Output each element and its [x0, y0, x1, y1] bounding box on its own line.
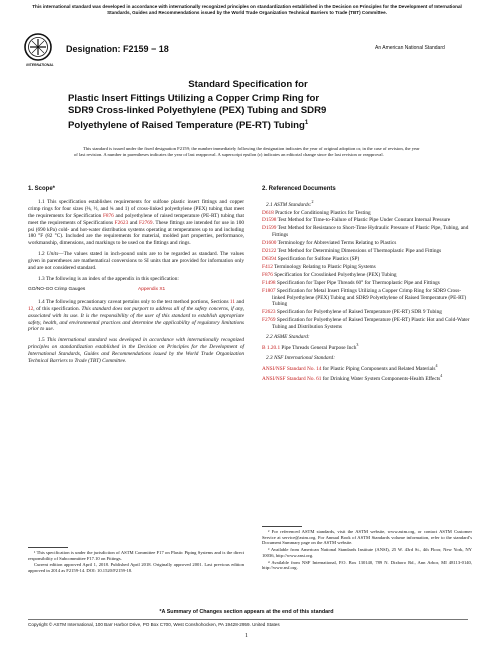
reference-item: [262, 317, 472, 331]
appendix-index-row: [28, 287, 244, 294]
section-link-12[interactable]: 12: [28, 305, 34, 312]
footnote-1b: Current edition approved April 1, 2018. Published April 2018. Originally approved 2001. Last previous edition approved in 2014 as F2159-14. DOI: 10.1520/F2159-18.: [28, 562, 244, 574]
reference-title: Test Method for Time-to-Failure of Plastic Pipe Under Constant Internal Pressure: [276, 217, 451, 224]
document-title: [68, 79, 428, 132]
reference-item: [262, 272, 472, 279]
reference-code-link[interactable]: F2769: [262, 317, 276, 324]
reference-item: [262, 210, 472, 217]
footnote-4: ⁴ Available from NSF International, P.O. Box 130140, 789 N. Dixboro Rd., Ann Arbor, MI 48113-0140, http://www.nsf.org.: [262, 559, 472, 571]
scope-p2-num: 1.2: [38, 251, 47, 258]
scope-p4-text-c: , of this specification.: [33, 305, 82, 312]
scope-p1-text-b: and polyethylene of raised temperature (PE-RT) tubing that meet the requirements of Specifications: [28, 212, 244, 226]
title-line-4: [68, 117, 428, 132]
reference-title: Specification for Taper Pipe Threads 60° for Thermoplastic Pipe and Fittings: [275, 279, 440, 286]
logo-text: INTERNATIONAL: [26, 63, 54, 67]
reference-title: Specification for Metal Insert Fittings Utilizing a Copper Crimp Ring for SDR9 Cross-linked Polyethylene (PEX) Tubing and SDR9 Polyethylene of Raised Temperature (PE-RT) Tubing: [272, 287, 467, 308]
reference-title: Specification for Sulfone Plastics (SP): [276, 256, 360, 263]
scope-p1-text-d: . These fittings are intended for use in 100 psi (690 kPa) cold- and hot-water distribution systems operating at temperatures up to and including 180 °F (82 °C). Included are the requirements for material, molded part properties, performance, workmanship, dimensions, and markings to be used on the fittings and rings.: [28, 219, 244, 247]
scope-p4-text-a: 1.4 The following precautionary caveat pertains only to the test method portions, Sections: [38, 298, 230, 305]
page-number: 1: [245, 633, 248, 639]
appendix-label: GO/NO-GO Crimp Gauges: [28, 286, 86, 292]
national-standard-label: An American National Standard: [375, 45, 445, 51]
scope-para-1: [28, 199, 244, 247]
asme-reference-list: [262, 342, 472, 352]
reference-code-link[interactable]: F412: [262, 263, 273, 270]
scope-p1-text-a: 1.1 This specification establishes requirements for sulfone plastic insert fittings and copper crimp rings for four sizes (⅜, ½, and ¾ and 1) of cross-linked polyethylene (PEX) tubing that meet the requirements for Specification: [28, 198, 244, 219]
reference-title: Practice for Conditioning Plastics for Testing: [273, 209, 371, 216]
right-column: [262, 186, 472, 384]
summary-of-changes-note: *A Summary of Changes section appears at the end of this standard: [159, 609, 334, 615]
reference-code-link[interactable]: D1600: [262, 240, 277, 247]
title-line-4-text: Polyethylene of Raised Temperature (PE-RT) Tubing: [68, 120, 305, 132]
reference-code-link[interactable]: D1599: [262, 225, 277, 232]
footer-divider: [28, 619, 468, 620]
scope-para-3: 1.3 The following is an index of the appendix in this specification:: [38, 275, 179, 282]
reference-code-link[interactable]: F876: [262, 271, 273, 278]
reference-code-link[interactable]: ANSI/NSF Standard No. 61: [262, 376, 322, 382]
reference-title: Test Method for Resistance to Short-Time Hydraulic Pressure of Plastic Pipe, Tubing, and Fittings: [272, 225, 469, 239]
astm-logo: [20, 32, 60, 70]
issued-note-text: This standard is issued under the fixed designation F2159; the number immediately following the designation indicates the year of original adoption or, in the case of revision, the year of last revision. A number in parentheses indicates the year of last reapproval. A superscript epsilon (ε) indicates an editorial change since the last revision or reapproval.: [74, 146, 420, 158]
ref-link-f2623[interactable]: F2623: [114, 219, 129, 226]
reference-footnote-mark: 3: [356, 341, 359, 347]
reference-code-link[interactable]: D6394: [262, 256, 277, 263]
title-footnote-mark: 1: [304, 120, 309, 126]
copyright-line: Copyright © ASTM International, 100 Barr Harbor Drive, PO Box C700, West Conshohocken, PA 19428-2959. United States: [28, 622, 280, 627]
astm-standards-subheading: [266, 199, 472, 209]
footnote-divider-left: [28, 547, 68, 548]
reference-code-link[interactable]: F2623: [262, 309, 276, 316]
reference-code-link[interactable]: F1498: [262, 279, 276, 286]
reference-item: [262, 256, 472, 263]
scope-p5-italic: This international standard was developed in accordance with internationally recognized principles on standardization established in the Decision on Principles for the Development of International Standards, Guides and Recommendations issued by the World Trade Organization Technical Barriers to Trade (TBT) Committee.: [28, 337, 245, 365]
ref-link-f2769[interactable]: F2769: [139, 219, 153, 226]
astm-sub-mark: 2: [311, 198, 314, 204]
scope-para-5: [28, 337, 244, 365]
reference-item: [262, 373, 472, 383]
nsf-sub-text: 2.3 NSF International Standard:: [266, 354, 335, 361]
asme-sub-text: 2.2 ASME Standard:: [266, 334, 310, 341]
astm-sub-text: 2.1 ASTM Standards:: [266, 201, 312, 208]
reference-item: [262, 264, 472, 271]
astm-reference-list: [262, 210, 472, 332]
reference-code-link[interactable]: D2122: [262, 248, 277, 255]
reference-item: [262, 363, 472, 373]
nsf-standard-subheading: [266, 355, 472, 362]
top-notice: This international standard was developed in accordance with internationally recognized principles on standardization established in the Decision on Principles for the Development of International Standards, Guides and Recommendations issued by the World Trade Organization Technical Barriers to Trade (TBT) Committee.: [32, 4, 462, 15]
reference-code-link[interactable]: D618: [262, 209, 274, 216]
appendix-link[interactable]: Appendix X1: [138, 286, 166, 292]
reference-title: Test Method for Determining Dimensions of Thermoplastic Pipe and Fittings: [276, 248, 442, 255]
reference-title: Terminology for Abbreviated Terms Relating to Plastics: [276, 240, 397, 247]
scope-p4-text-b: and: [235, 298, 244, 305]
scope-heading: 1. Scope*: [28, 186, 56, 192]
reference-code-link[interactable]: B 1.20.1: [262, 344, 281, 351]
left-column: [28, 186, 244, 369]
scope-para-4: [28, 299, 244, 334]
reference-title: Specification for Crosslinked Polyethylene (PEX) Tubing: [272, 271, 397, 278]
scope-p5-num: 1.5: [38, 337, 47, 344]
ref-link-f876[interactable]: F876: [102, 212, 114, 219]
reference-code-link[interactable]: F1807: [262, 287, 276, 294]
reference-item: [262, 280, 472, 287]
scope-p4-italic: This standard does not purport to address all of the safety concerns, if any, associated with its use. It is the responsibility of the user of this standard to establish appropriate safety, health, and environmental practices and determine the applicability of regulatory limitations prior to use.: [28, 305, 244, 333]
reference-title: Specification for Polyethylene of Raised Temperature (PE-RT) Plastic Hot and Cold-Water Tubing and Distribution Systems: [272, 317, 470, 331]
footnotes-left: [28, 550, 244, 575]
reference-code-link[interactable]: ANSI/NSF Standard No. 14: [262, 365, 322, 372]
reference-title: Terminology Relating to Plastic Piping Systems: [272, 263, 376, 270]
title-line-3: SDR9 Cross-linked Polyethylene (PEX) Tubing and SDR9: [68, 105, 327, 116]
reference-title: for Plastic Piping Components and Related Materials: [321, 365, 436, 372]
footnote-divider-right: [262, 526, 302, 527]
section-link-11[interactable]: 11: [229, 298, 236, 305]
reference-title: Pipe Threads General Purpose Inch: [280, 344, 357, 351]
reference-item: [262, 225, 472, 239]
reference-item: [262, 309, 472, 316]
footnotes-right: [262, 529, 472, 572]
scope-p1-text-c: and: [128, 219, 140, 226]
reference-code-link[interactable]: D1598: [262, 217, 277, 224]
footnote-1a: ¹ This specification is under the jurisdiction of ASTM Committee F17 on Plastic Piping Systems and is the direct responsibility of Subcommittee F17.10 on Fittings.: [28, 550, 244, 561]
reference-item: [262, 248, 472, 255]
asme-standard-subheading: [266, 334, 472, 341]
reference-item: [262, 217, 472, 224]
footnote-3: ³ Available from American National Standards Institute (ANSI), 25 W. 43rd St., 4th Floor, New York, NY 10036, http://www.ansi.org.: [262, 547, 472, 558]
scope-para-2: [28, 251, 244, 272]
nsf-reference-list: [262, 363, 472, 383]
title-line-2: Plastic Insert Fittings Utilizing a Copper Crimp Ring for: [68, 93, 320, 104]
reference-item: [262, 240, 472, 247]
reference-title: Specification for Polyethylene of Raised Temperature (PE-RT) SDR 9 Tubing: [275, 309, 442, 316]
scope-p2-italic: Units: [46, 251, 59, 258]
footnote-2: ² For referenced ASTM standards, visit the ASTM website, www.astm.org, or contact ASTM Customer Service at service@astm.org. For Annual Book of ASTM Standards volume information, refer to the standard’s Document Summary page on the ASTM website.: [262, 529, 472, 546]
references-heading: 2. Referenced Documents: [262, 186, 336, 192]
reference-footnote-mark: 4: [435, 362, 438, 368]
issued-note: [74, 146, 424, 158]
reference-item: [262, 342, 472, 352]
reference-footnote-mark: 4: [440, 373, 443, 379]
designation: Designation: F2159 − 18: [66, 44, 169, 54]
scope-p2-text: —The values stated in inch-pound units are to be regarded as standard. The values given in parentheses are mathematical conversions to SI units that are provided for information only and are not considered standard.: [28, 251, 244, 272]
reference-title: for Drinking Water System Components-Health Effects: [321, 376, 441, 382]
title-line-1: Standard Specification for: [188, 79, 308, 90]
reference-item: [262, 288, 472, 309]
